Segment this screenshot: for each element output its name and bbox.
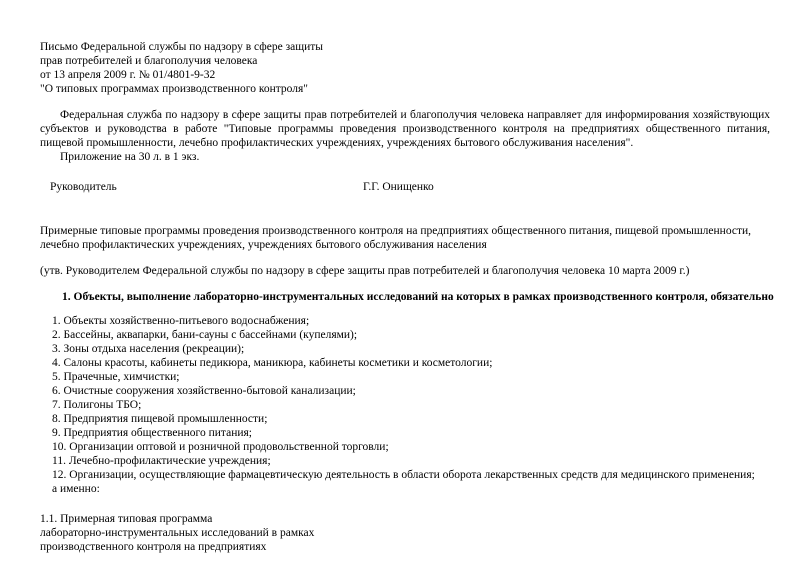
program-title: Примерные типовые программы проведения производственного контроля на предприятиях общественного питания, пищевой промышленности, лечебно профилактических учреждениях, учреждениях бытового обслуживания населения: [40, 225, 752, 251]
letter-header-line: прав потребителей и благополучия человека: [40, 55, 258, 67]
list-item: 4. Салоны красоты, кабинеты педикюра, маникюра, кабинеты косметики и косметологии;: [52, 357, 493, 369]
list-item: 2. Бассейны, аквапарки, бани-сауны с бассейнами (купелями);: [52, 329, 358, 341]
signature-block: [40, 180, 770, 194]
list-item: 7. Полигоны ТБО;: [52, 399, 142, 411]
list-item: 5. Прачечные, химчистки;: [52, 371, 180, 383]
list-item: 3. Зоны отдыха населения (рекреации);: [52, 343, 245, 355]
subsection-line: лабораторно-инструментальных исследований в рамках: [40, 527, 315, 539]
objects-list: [40, 314, 770, 482]
letter-header-line: от 13 апреля 2009 г. № 01/4801-9-32: [40, 69, 216, 81]
list-item: 11. Лечебно-профилактические учреждения;: [52, 455, 271, 467]
signature-name: Г.Г. Онищенко: [363, 181, 434, 193]
letter-header: [40, 40, 770, 96]
subsection-line: 1.1. Примерная типовая программа: [40, 513, 213, 525]
subsection-title: [40, 512, 770, 554]
signature-role: Руководитель: [50, 181, 117, 193]
approval-note: (утв. Руководителем Федеральной службы по надзору в сфере защиты прав потребителей и благополучия человека 10 марта 2009 г.): [40, 265, 690, 277]
list-item: 8. Предприятия пищевой промышленности;: [52, 413, 268, 425]
subsection-line: производственного контроля на предприятиях: [40, 541, 267, 553]
list-item: 1. Объекты хозяйственно-питьевого водоснабжения;: [52, 315, 310, 327]
letter-attachment: Приложение на 30 л. в 1 экз.: [60, 151, 200, 163]
letter-header-line: "О типовых программах производственного контроля": [40, 83, 308, 95]
list-item: 12. Организации, осуществляющие фармацевтическую деятельность в области оборота лекарственных средств для медицинского применения;: [52, 469, 755, 481]
section-heading: 1. Объекты, выполнение лабораторно-инструментальных исследований на которых в рамках производственного контроля, обязательно: [62, 291, 774, 303]
list-item: 6. Очистные сооружения хозяйственно-бытовой канализации;: [52, 385, 356, 397]
list-continuation: а именно:: [52, 483, 100, 495]
document-page: [40, 40, 774, 554]
list-item: 9. Предприятия общественного питания;: [52, 427, 252, 439]
list-item: 10. Организации оптовой и розничной продовольственной торговли;: [52, 441, 389, 453]
letter-body: Федеральная служба по надзору в сфере защиты прав потребителей и благополучия человека направляет для информирования хозяйствующих субъектов и руководства в работе "Типовые программы проведения производственного контроля на предприятиях общественного питания, пищевой промышленности, лечебно профилактических учреждениях, учреждениях бытового обслуживания населения".: [40, 109, 770, 149]
letter-header-line: Письмо Федеральной службы по надзору в сфере защиты: [40, 41, 323, 53]
